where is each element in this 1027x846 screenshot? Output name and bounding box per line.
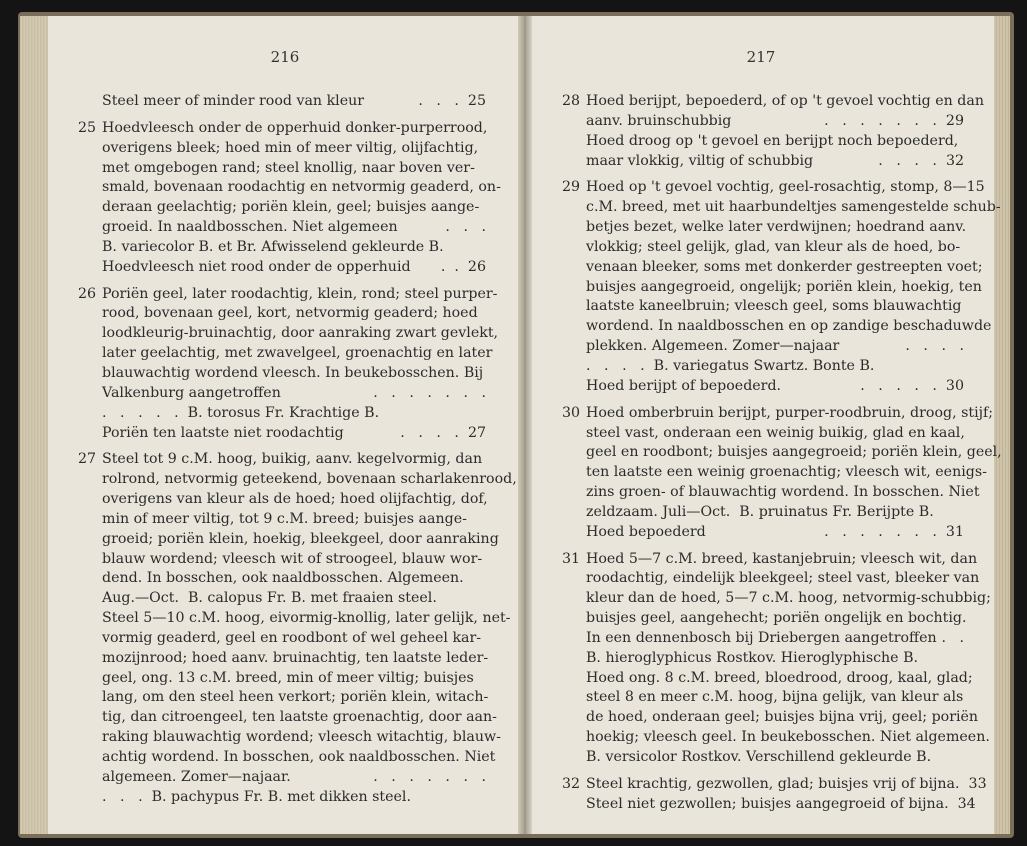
text-line xyxy=(586,218,967,238)
line-text: dend. In bosschen, ook naaldbosschen. Algemeen. xyxy=(102,570,464,587)
line-text: Hoed ong. 8 c.M. breed, bloedrood, droog, kaal, glad; xyxy=(586,669,973,686)
text-line xyxy=(561,92,984,112)
text-line xyxy=(102,550,486,570)
line-text: Hoed op 't gevoel vochtig, geel-rosachtig, stomp, 8—15 xyxy=(586,179,985,196)
text-line xyxy=(102,708,497,728)
leader-reference: . . . . . . . 31 xyxy=(824,523,964,540)
line-text: met omgebogen rand; steel knollig, naar boven ver- xyxy=(102,159,475,176)
line-text: later geelachtig, met zwavelgeel, groenachtig en later xyxy=(102,345,493,362)
text-line xyxy=(586,278,982,298)
leader-reference: . . . 25 xyxy=(418,93,486,109)
text-line xyxy=(102,788,486,808)
block-spacer xyxy=(586,768,964,775)
right-page xyxy=(528,16,1002,834)
leader-reference: . . . . 32 xyxy=(878,152,964,169)
text-line xyxy=(586,669,973,689)
text-line xyxy=(586,317,992,337)
text-line xyxy=(586,609,967,629)
line-text: buisjes geel, aangehecht; poriën ongelijk en bochtig. xyxy=(586,610,967,627)
line-text: overigens van kleur als de hoed; hoed olijfachtig, dof, xyxy=(102,491,488,508)
text-line xyxy=(102,384,486,404)
line-text: zeldzaam. Juli—Oct. B. pruinatus Fr. Berijpte B. xyxy=(586,503,934,520)
text-line xyxy=(102,238,486,258)
text-line xyxy=(102,92,486,112)
text-line xyxy=(561,550,978,570)
line-text: Hoedvleesch niet rood onder de opperhuid xyxy=(102,258,411,275)
line-text: c.M. breed, met uit haarbundeltjes samengestelde schub- xyxy=(586,199,1001,216)
line-text: vlokkig; steel gelijk, glad, van kleur als de hoed, bo- xyxy=(586,238,961,255)
text-line xyxy=(102,198,486,218)
line-text: zins groen- of blauwachtig wordend. In bosschen. Niet xyxy=(586,484,980,501)
text-line xyxy=(102,139,486,159)
leader-reference: . . . . . 30 xyxy=(860,377,964,394)
line-text: blauwachtig wordend vleesch. In beukebosschen. Bij xyxy=(102,364,484,381)
line-text: Valkenburg aangetroffen xyxy=(102,384,281,401)
line-text: Hoed berijpt of bepoederd. xyxy=(586,377,782,394)
text-line xyxy=(586,337,964,357)
text-line xyxy=(102,649,489,669)
line-text: overigens bleek; hoed min of meer viltig, olijfachtig, xyxy=(102,139,479,156)
text-line xyxy=(586,649,964,669)
line-text: Steel niet gezwollen; buisjes aangegroeid of bijna. 34 xyxy=(586,795,976,812)
line-text: algemeen. Zomer—najaar. xyxy=(102,768,291,785)
text-line xyxy=(102,490,486,510)
entry-number: 29 xyxy=(561,179,580,196)
block-spacer xyxy=(586,397,964,404)
page-text xyxy=(561,92,1002,815)
leader-reference: . . . . . . . 29 xyxy=(824,112,964,129)
text-line xyxy=(586,483,980,503)
text-line xyxy=(586,503,964,523)
line-text: Hoedvleesch onder de opperhuid donker-purperrood, xyxy=(102,119,488,136)
block-spacer xyxy=(102,112,486,119)
entry-number: 25 xyxy=(77,119,96,136)
line-text: groeid. In naaldbosschen. Niet algemeen xyxy=(102,219,398,236)
leader-reference: . . 26 xyxy=(440,258,486,275)
line-text: de hoed, onderaan geel; buisjes bijna vrij, geel; poriën xyxy=(586,709,979,726)
line-text: Hoed bepoederd xyxy=(586,523,706,540)
text-line xyxy=(102,510,486,530)
text-line xyxy=(77,450,486,470)
text-line xyxy=(102,629,486,649)
text-line xyxy=(586,424,964,444)
text-line xyxy=(102,569,486,589)
line-text: . . . . B. variegatus Swartz. Bonte B. xyxy=(586,357,875,374)
line-text: wordend. In naaldbosschen en op zandige beschaduwde xyxy=(586,318,992,335)
text-line xyxy=(586,523,964,543)
line-text: maar vlokkig, viltig of schubbig xyxy=(586,152,814,169)
leader-reference: . . . xyxy=(445,219,486,236)
line-text: plekken. Algemeen. Zomer—najaar xyxy=(586,338,840,355)
line-text: groeid; poriën klein, hoekig, bleekgeel, door aanraking xyxy=(102,530,499,547)
text-line xyxy=(561,178,985,198)
text-line xyxy=(586,629,964,649)
text-line xyxy=(586,377,964,397)
text-line xyxy=(586,297,964,317)
leader-reference: . . . . xyxy=(905,338,964,355)
entry-number: 28 xyxy=(561,93,580,109)
text-line xyxy=(586,238,964,258)
page-edges-left xyxy=(20,16,50,834)
text-line xyxy=(102,609,511,629)
line-text: Steel tot 9 c.M. hoog, buikig, aanv. kegelvormig, dan xyxy=(102,451,483,468)
line-text: smald, bovenaan roodachtig en netvormig geaderd, on- xyxy=(102,179,501,196)
entry-number: 30 xyxy=(561,404,580,421)
line-text: In een dennenbosch bij Driebergen aangetroffen xyxy=(586,629,937,646)
leader-reference: . . xyxy=(941,629,964,646)
line-text: Steel krachtig, gezwollen, glad; buisjes vrij of bijna. 33 xyxy=(586,775,987,792)
text-line xyxy=(586,688,964,708)
text-line xyxy=(102,404,486,424)
text-line xyxy=(102,178,501,198)
text-line xyxy=(586,463,987,483)
line-text: achtig wordend. In bosschen, ook naaldbosschen. Niet xyxy=(102,749,496,765)
line-text: steel 8 en meer c.M. hoog, bijna gelijk, van kleur als xyxy=(586,689,964,706)
line-text: B. variecolor B. et Br. Afwisselend gekleurde B. xyxy=(102,238,444,255)
text-line xyxy=(77,285,498,305)
line-text: . . . B. pachypus Fr. B. met dikken steel. xyxy=(102,788,411,805)
page-number: 217 xyxy=(746,48,776,66)
line-text: geel, ong. 13 c.M. breed, min of meer viltig; buisjes xyxy=(102,669,474,686)
text-line xyxy=(102,424,486,444)
text-line xyxy=(586,132,964,152)
leader-reference: . . . . 27 xyxy=(400,424,486,441)
leader-reference: . . . . . . . xyxy=(373,384,486,401)
text-line xyxy=(102,364,486,384)
left-page xyxy=(48,16,522,834)
line-text: rood, bovenaan geel, kort, netvormig geaderd; hoed xyxy=(102,305,478,322)
text-line xyxy=(102,768,486,788)
text-line xyxy=(586,443,1002,463)
text-line xyxy=(102,669,486,689)
block-spacer xyxy=(102,278,486,285)
line-text: Hoed omberbruin berijpt, purper-roodbruin, droog, stijf; xyxy=(586,404,994,421)
text-line xyxy=(77,119,488,139)
line-text: min of meer viltig, tot 9 c.M. breed; buisjes aange- xyxy=(102,510,467,527)
line-text: aanv. bruinschubbig xyxy=(586,112,732,129)
text-line xyxy=(102,728,501,748)
text-line xyxy=(586,708,979,728)
line-text: hoekig; vleesch geel. In beukebosschen. Niet algemeen. xyxy=(586,729,990,746)
page-text xyxy=(77,92,517,808)
line-text: deraan geelachtig; poriën klein, geel; buisjes aange- xyxy=(102,199,480,216)
line-text: B. hieroglyphicus Rostkov. Hieroglyphische B. xyxy=(586,649,919,666)
text-line xyxy=(102,530,499,550)
text-line xyxy=(586,258,983,278)
line-text: raking blauwachtig wordend; vleesch witachtig, blauw- xyxy=(102,729,501,746)
block-spacer xyxy=(586,543,964,550)
line-text: B. versicolor Rostkov. Verschillend gekleurde B. xyxy=(586,749,932,765)
page-number: 216 xyxy=(270,48,300,66)
line-text: Poriën geel, later roodachtig, klein, rond; steel purper- xyxy=(102,285,498,302)
text-line xyxy=(102,218,486,238)
line-text: Hoed droog op 't gevoel en berijpt noch bepoederd, xyxy=(586,132,959,149)
block-spacer xyxy=(102,443,486,450)
block-spacer xyxy=(586,171,964,178)
entry-number: 27 xyxy=(77,451,96,468)
text-line xyxy=(586,748,964,768)
line-text: loodkleurig-bruinachtig, door aanraking zwart gevlekt, xyxy=(102,325,499,342)
book-gutter xyxy=(518,16,532,834)
line-text: venaan bleeker, soms met donkerder gestreepten voet; xyxy=(586,258,983,275)
text-line xyxy=(586,795,976,815)
line-text: roodachtig, eindelijk bleekgeel; steel vast, bleeker van xyxy=(586,570,980,587)
text-line xyxy=(561,775,987,795)
entry-number: 31 xyxy=(561,550,580,567)
line-text: Steel 5—10 c.M. hoog, eivormig-knollig, later gelijk, net- xyxy=(102,610,511,627)
line-text: Hoed 5—7 c.M. breed, kastanjebruin; vleesch wit, dan xyxy=(586,550,978,567)
line-text: vormig geaderd, geel en roodbont of wel geheel kar- xyxy=(102,629,482,646)
line-text: blauw wordend; vleesch wit of stroogeel, blauw wor- xyxy=(102,550,483,567)
line-text: tig, dan citroengeel, ten laatste groenachtig, door aan- xyxy=(102,709,497,726)
text-line xyxy=(586,357,964,377)
entry-number: 32 xyxy=(561,775,580,792)
line-text: kleur dan de hoed, 5—7 c.M. hoog, netvormig-schubbig; xyxy=(586,590,991,607)
text-line xyxy=(102,324,499,344)
text-line xyxy=(102,304,486,324)
text-line xyxy=(586,569,980,589)
text-line xyxy=(586,728,990,748)
line-text: Steel meer of minder rood van kleur xyxy=(102,93,365,109)
text-line xyxy=(561,404,994,424)
line-text: ten laatste een weinig groenachtig; vleesch wit, eenigs- xyxy=(586,464,987,481)
line-text: Aug.—Oct. B. calopus Fr. B. met fraaien steel. xyxy=(102,590,437,607)
text-line xyxy=(102,159,486,179)
line-text: . . . . . B. torosus Fr. Krachtige B. xyxy=(102,404,380,421)
entry-number: 26 xyxy=(77,285,96,302)
text-line xyxy=(102,589,486,609)
text-line xyxy=(102,748,496,768)
text-line xyxy=(102,688,489,708)
leader-reference: . . . . . . . xyxy=(373,768,486,785)
line-text: mozijnrood; hoed aanv. bruinachtig, ten laatste leder- xyxy=(102,649,489,666)
line-text: Poriën ten laatste niet roodachtig xyxy=(102,424,344,441)
line-text: rolrond, netvormig geteekend, bovenaan scharlakenrood, xyxy=(102,471,517,488)
text-line xyxy=(586,198,1001,218)
line-text: lang, om den steel heen verkort; poriën klein, witach- xyxy=(102,689,489,706)
text-line xyxy=(102,258,486,278)
line-text: laatste kaneelbruin; vleesch geel, soms blauwachtig xyxy=(586,298,962,315)
text-line xyxy=(586,152,964,172)
line-text: Hoed berijpt, bepoederd, of op 't gevoel vochtig en dan xyxy=(586,93,984,109)
line-text: steel vast, onderaan een weinig buikig, glad en kaal, xyxy=(586,424,965,441)
text-line xyxy=(586,589,991,609)
line-text: betjes bezet, welke later verdwijnen; hoedrand aanv. xyxy=(586,219,967,236)
text-line xyxy=(586,112,964,132)
line-text: geel en roodbont; buisjes aangegroeid; poriën klein, geel, xyxy=(586,444,1002,461)
text-line xyxy=(102,470,517,490)
text-line xyxy=(102,344,493,364)
line-text: buisjes aangegroeid, ongelijk; poriën klein, hoekig, ten xyxy=(586,278,982,295)
